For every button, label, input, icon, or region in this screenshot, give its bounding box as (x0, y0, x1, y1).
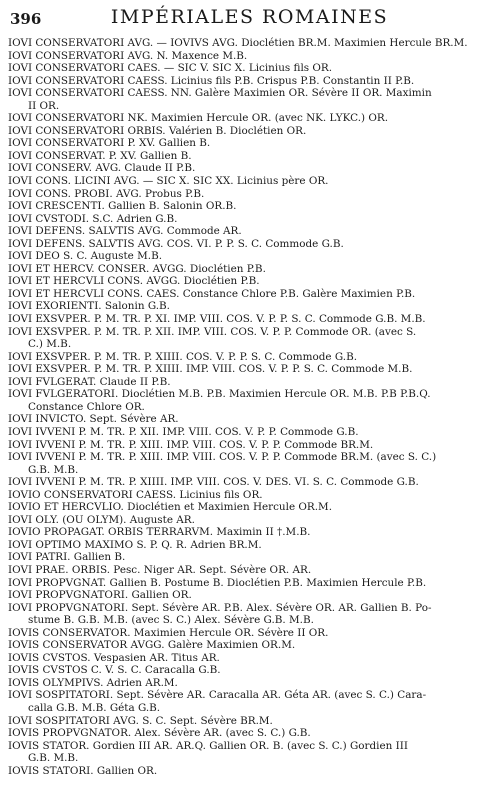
catalogue-line: IOVI ET HERCV. CONSER. AVGG. Dioclétien P.B. (8, 262, 266, 275)
catalogue-line: stume B. G.B. M.B. (avec S. C.) Alex. Sévère G.B. M.B. (28, 614, 314, 627)
catalogue-line: IOVI ET HERCVLI CONS. CAES. Constance Chlore P.B. Galère Maximien P.B. (8, 287, 416, 300)
catalogue-line: IOVI SOSPITATORI AVG. S. C. Sept. Sévère BR.M. (8, 714, 273, 727)
catalogue-line: IOVI EXORIENTI. Salonin G.B. (8, 300, 170, 313)
catalogue-line: IOVI CONS. LICINI AVG. — SIC X. SIC XX. Licinius père OR. (8, 175, 329, 188)
catalogue-line: IOVI PROPVGNATORI. Sept. Sévère AR. P.B. Alex. Sévère OR. AR. Gallien B. Po- (8, 601, 432, 614)
page-number: 396 (10, 10, 42, 28)
catalogue-line: IOVIS OLYMPIVS. Adrien AR.M. (8, 676, 178, 689)
catalogue-line: IOVI CONSERVATORI CAESS. NN. Galère Maximien OR. Sévère II OR. Maximin (8, 87, 432, 100)
catalogue-line: IOVIS PROPVGNATOR. Alex. Sévère AR. (avec S. C.) G.B. (8, 727, 311, 740)
catalogue-line: IOVI CONSERVATORI CAESS. Licinius fils P.B. Crispus P.B. Constantin II P.B. (8, 74, 415, 87)
catalogue-line: IOVI CONSERVAT. P. XV. Gallien B. (8, 149, 192, 162)
catalogue-line: IOVI IVVENI P. M. TR. P. XIII. IMP. VIII. COS. V. P. P. Commode BR.M. (avec S. C.) (8, 451, 437, 464)
catalogue-line: IOVI EXSVPER. P. M. TR. P. XII. IMP. VIII. COS. V. P. P. Commode OR. (avec S. (8, 325, 417, 338)
catalogue-line: IOVI FVLGERATORI. Dioclétien M.B. P.B. Maximien Hercule OR. M.B. P.B P.B.Q. (8, 388, 431, 401)
catalogue-line: IOVI FVLGERAT. Claude II P.B. (8, 375, 171, 388)
catalogue-line: IOVIS STATORI. Gallien OR. (8, 764, 158, 777)
catalogue-line: IOVI CONSERVATORI ORBIS. Valérien B. Dioclétien OR. (8, 124, 307, 137)
catalogue-line: II OR. (28, 99, 60, 112)
catalogue-line: IOVI EXSVPER. P. M. TR. P. XIIII. IMP. VIII. COS. V. P. P. S. C. Commode M.B. (8, 363, 413, 376)
catalogue-line: IOVI CONSERVATORI CAES. — SIC V. SIC X. Licinius fils OR. (8, 62, 333, 75)
catalogue-line: IOVI CRESCENTI. Gallien B. Salonin OR.B. (8, 200, 237, 213)
page-title: IMPÉRIALES ROMAINES (110, 6, 389, 28)
catalogue-line: IOVI EXSVPER. P. M. TR. P. XIIII. COS. V. P. P. S. C. Commode G.B. (8, 350, 358, 363)
catalogue-line: IOVI PROPVGNAT. Gallien B. Postume B. Dioclétien P.B. Maximien Hercule P.B. (8, 576, 427, 589)
catalogue-line: IOVIS CVSTOS. Vespasien AR. Titus AR. (8, 651, 220, 664)
catalogue-line: IOVI CONSERVATORI P. XV. Gallien B. (8, 137, 211, 150)
catalogue-line: G.B. M.B. (28, 752, 79, 765)
catalogue-line: IOVI CVSTODI. S.C. Adrien G.B. (8, 212, 178, 225)
catalogue-line: IOVI PROPVGNATORI. Gallien OR. (8, 589, 192, 602)
catalogue-line: G.B. M.B. (28, 463, 79, 476)
catalogue-line: IOVI INVICTO. Sept. Sévère AR. (8, 413, 179, 426)
catalogue-line: Constance Chlore OR. (28, 400, 145, 413)
catalogue-line: IOVI SOSPITATORI. Sept. Sévère AR. Caracalla AR. Géta AR. (avec S. C.) Cara- (8, 689, 427, 702)
catalogue-line: IOVI IVVENI P. M. TR. P. XIIII. IMP. VIII. COS. V. DES. VI. S. C. Commode G.B. (8, 476, 419, 489)
catalogue-line: IOVIO PROPAGAT. ORBIS TERRARVM. Maximin II †.M.B. (8, 526, 311, 539)
catalogue-line: IOVI ET HERCVLI CONS. AVGG. Dioclétien P.B. (8, 275, 260, 288)
catalogue-line: IOVI OPTIMO MAXIMO S. P. Q. R. Adrien BR.M. (8, 538, 262, 551)
catalogue-line: IOVI CONS. PROBI. AVG. Probus P.B. (8, 187, 205, 200)
catalogue-line: IOVI PRAE. ORBIS. Pesc. Niger AR. Sept. Sévère OR. AR. (8, 563, 312, 576)
catalogue-line: IOVIS CONSERVATOR. Maximien Hercule OR. Sévère II OR. (8, 626, 329, 639)
catalogue-entries (8, 37, 495, 777)
page-header (10, 4, 489, 28)
catalogue-line: IOVI CONSERVATORI AVG. N. Maxence M.B. (8, 49, 248, 62)
catalogue-line: IOVI PATRI. Gallien B. (8, 551, 126, 564)
catalogue-line: IOVI CONSERV. AVG. Claude II P.B. (8, 162, 196, 175)
catalogue-line: IOVIS CVSTOS C. V. S. C. Caracalla G.B. (8, 664, 221, 677)
catalogue-line: IOVI CONSERVATORI AVG. — IOVIVS AVG. Dioclétien BR.M. Maximien Hercule BR.M. (8, 37, 468, 49)
catalogue-line: IOVI DEO S. C. Auguste M.B. (8, 250, 163, 263)
catalogue-line: IOVI DEFENS. SALVTIS AVG. Commode AR. (8, 225, 242, 238)
catalogue-line: IOVI CONSERVATORI NK. Maximien Hercule OR. (avec NK. LYKC.) OR. (8, 112, 389, 125)
catalogue-line: IOVIS STATOR. Gordien III AR. AR.Q. Gallien OR. B. (avec S. C.) Gordien III (8, 739, 408, 752)
catalogue-line: IOVI OLY. (OU OLYM). Auguste AR. (8, 513, 195, 526)
catalogue-line: IOVIO CONSERVATORI CAESS. Licinius fils OR. (8, 488, 263, 501)
catalogue-line: IOVI IVVENI P. M. TR. P. XII. IMP. VIII. COS. V. P. P. Commode G.B. (8, 425, 359, 438)
catalogue-line: IOVIO ET HERCVLIO. Dioclétien et Maximien Hercule OR.M. (8, 501, 332, 514)
catalogue-line: C.) M.B. (28, 338, 72, 351)
catalogue-line: IOVI IVVENI P. M. TR. P. XIII. IMP. VIII. COS. V. P. P. Commode BR.M. (8, 438, 374, 451)
catalogue-line: IOVI DEFENS. SALVTIS AVG. COS. VI. P. P. S. C. Commode G.B. (8, 237, 344, 250)
catalogue-line: calla G.B. M.B. Géta G.B. (28, 701, 161, 714)
catalogue-line: IOVIS CONSERVATOR AVGG. Galère Maximien OR.M. (8, 639, 296, 652)
catalogue-line: IOVI EXSVPER. P. M. TR. P. XI. IMP. VIII. COS. V. P. P. S. C. Commode G.B. M.B. (8, 313, 426, 326)
